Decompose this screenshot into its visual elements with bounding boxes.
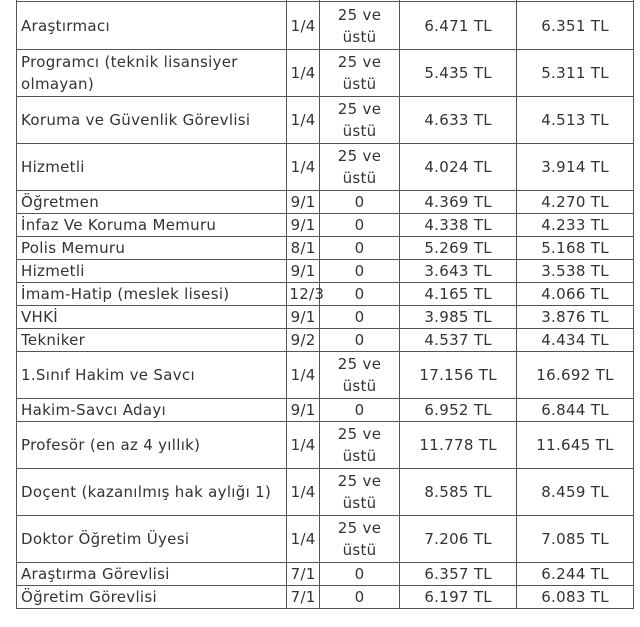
cell-title: Öğretmen [17,191,287,214]
cell-salary-b: 11.645 TL [517,422,634,469]
cell-grade: 1/4 [287,469,320,516]
cell-grade: 1/4 [287,144,320,191]
salary-table [16,0,634,609]
table-row [17,586,634,609]
cell-salary-a: 17.156 TL [400,352,517,399]
cell-salary-a: 3.985 TL [400,306,517,329]
cell-years: 0 [319,399,399,422]
cell-grade: 1/4 [287,97,320,144]
cell-salary-b: 6.844 TL [517,399,634,422]
cell-title: Hizmetli [17,144,287,191]
cell-grade: 12/3 [287,283,320,306]
table-row [17,469,634,516]
cell-grade: 9/1 [287,191,320,214]
cell-grade: 9/1 [287,214,320,237]
cell-years: 0 [319,329,399,352]
cell-title: Öğretim Görevlisi [17,586,287,609]
cell-title: İmam-Hatip (meslek lisesi) [17,283,287,306]
cell-salary-b: 4.513 TL [517,97,634,144]
table-row [17,352,634,399]
cell-years: 25 ve üstü [319,469,399,516]
cell-years: 0 [319,191,399,214]
cell-title: Koruma ve Güvenlik Görevlisi [17,97,287,144]
cell-years: 0 [319,237,399,260]
cell-grade: 1/4 [287,516,320,563]
cell-years: 25 ve üstü [319,352,399,399]
cell-salary-a: 4.537 TL [400,329,517,352]
cell-salary-b: 16.692 TL [517,352,634,399]
cell-title: Araştırma Görevlisi [17,563,287,586]
cell-salary-b: 4.270 TL [517,191,634,214]
cell-salary-b: 5.311 TL [517,50,634,97]
cell-years: 0 [319,283,399,306]
cell-salary-b: 6.244 TL [517,563,634,586]
cell-years: 25 ve üstü [319,50,399,97]
cell-salary-a: 5.269 TL [400,237,517,260]
cell-years: 0 [319,214,399,237]
cell-grade: 8/1 [287,237,320,260]
cell-salary-a: 7.206 TL [400,516,517,563]
cell-title: Doktor Öğretim Üyesi [17,516,287,563]
cell-grade: 1/4 [287,2,320,50]
cell-salary-b: 6.351 TL [517,2,634,50]
cell-salary-a: 3.643 TL [400,260,517,283]
cell-years: 25 ve üstü [319,516,399,563]
cell-salary-b: 3.538 TL [517,260,634,283]
cell-title: Hakim-Savcı Adayı [17,399,287,422]
cell-years: 0 [319,260,399,283]
cell-grade: 1/4 [287,50,320,97]
cell-grade: 9/1 [287,306,320,329]
table-row [17,329,634,352]
cell-title: Hizmetli [17,260,287,283]
cell-grade: 9/1 [287,399,320,422]
table-row [17,2,634,50]
cell-salary-b: 3.914 TL [517,144,634,191]
cell-grade: 1/4 [287,352,320,399]
cell-grade: 7/1 [287,586,320,609]
cell-salary-a: 4.165 TL [400,283,517,306]
table-row [17,516,634,563]
cell-salary-b: 7.085 TL [517,516,634,563]
cell-title: Tekniker [17,329,287,352]
cell-salary-a: 11.778 TL [400,422,517,469]
cell-title: Doçent (kazanılmış hak aylığı 1) [17,469,287,516]
table-row [17,260,634,283]
cell-title: 1.Sınıf Hakim ve Savcı [17,352,287,399]
cell-salary-a: 5.435 TL [400,50,517,97]
table-row [17,50,634,97]
table-row [17,563,634,586]
table-row [17,237,634,260]
cell-grade: 9/1 [287,260,320,283]
table-row [17,399,634,422]
cell-salary-b: 6.083 TL [517,586,634,609]
cell-years: 25 ve üstü [319,97,399,144]
table-row [17,191,634,214]
cell-salary-a: 6.952 TL [400,399,517,422]
salary-table-body [17,0,634,609]
cell-salary-a: 8.585 TL [400,469,517,516]
cell-years: 0 [319,586,399,609]
cell-salary-a: 4.338 TL [400,214,517,237]
cell-years: 0 [319,563,399,586]
cell-title: İnfaz Ve Koruma Memuru [17,214,287,237]
cell-title: Profesör (en az 4 yıllık) [17,422,287,469]
cell-salary-a: 6.197 TL [400,586,517,609]
cell-salary-b: 4.066 TL [517,283,634,306]
cell-years: 25 ve üstü [319,144,399,191]
cell-grade: 7/1 [287,563,320,586]
cell-salary-b: 5.168 TL [517,237,634,260]
cell-salary-a: 4.024 TL [400,144,517,191]
table-row [17,97,634,144]
cell-title: Polis Memuru [17,237,287,260]
table-row [17,214,634,237]
cell-years: 25 ve üstü [319,422,399,469]
cell-salary-b: 4.434 TL [517,329,634,352]
cell-salary-b: 8.459 TL [517,469,634,516]
cell-salary-a: 4.633 TL [400,97,517,144]
cell-title: Programcı (teknik lisansiyer olmayan) [17,50,287,97]
cell-salary-b: 4.233 TL [517,214,634,237]
table-row [17,306,634,329]
cell-grade: 1/4 [287,422,320,469]
table-row [17,144,634,191]
table-row [17,422,634,469]
cell-title: Araştırmacı [17,2,287,50]
cell-salary-a: 4.369 TL [400,191,517,214]
cell-years: 0 [319,306,399,329]
cell-salary-a: 6.357 TL [400,563,517,586]
cell-salary-b: 3.876 TL [517,306,634,329]
cell-years: 25 ve üstü [319,2,399,50]
cell-title: VHKİ [17,306,287,329]
table-row [17,283,634,306]
cell-salary-a: 6.471 TL [400,2,517,50]
cell-grade: 9/2 [287,329,320,352]
